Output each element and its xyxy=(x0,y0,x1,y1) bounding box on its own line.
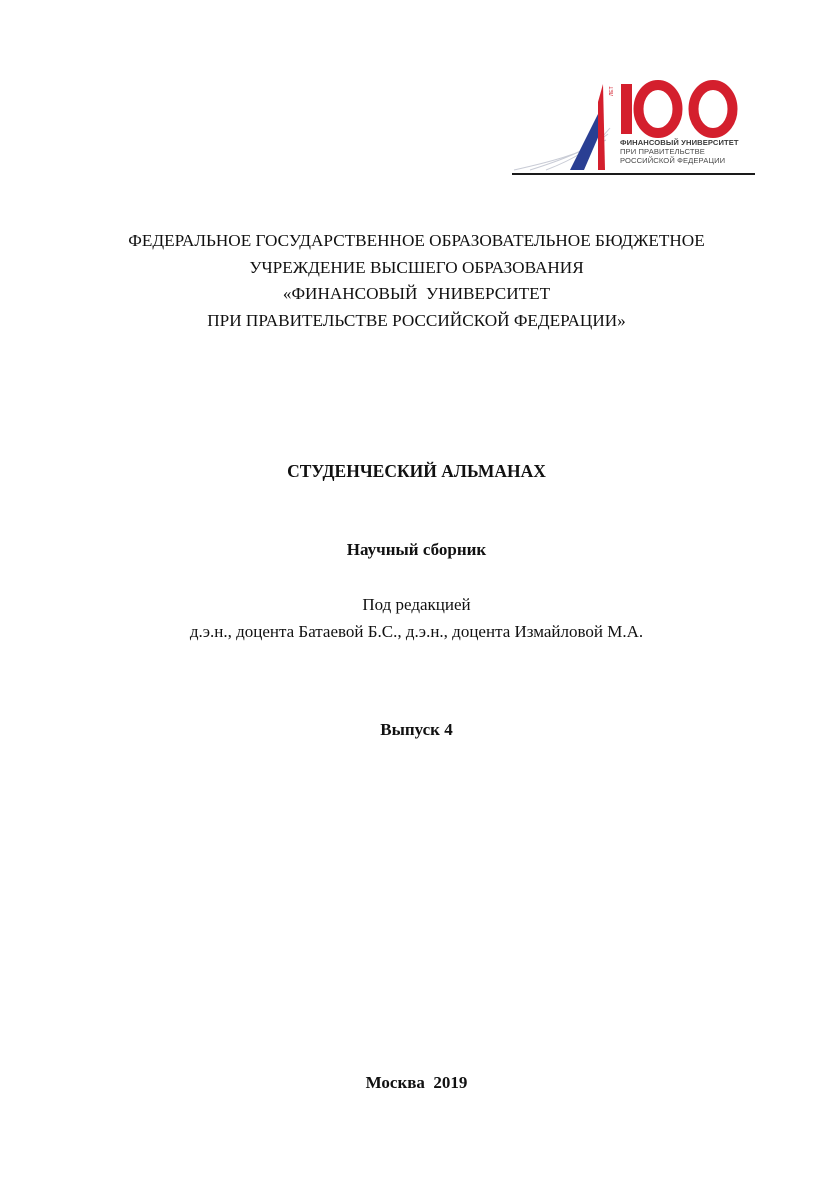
organization-line3: «ФИНАНСОВЫЙ УНИВЕРСИТЕТ xyxy=(282,284,551,303)
logo-caption xyxy=(620,138,760,166)
logo-caption-line3: РОССИЙСКОЙ ФЕДЕРАЦИИ xyxy=(620,156,726,166)
logo-caption-line2: ПРИ ПРАВИТЕЛЬСТВЕ xyxy=(620,147,705,157)
logo-underline xyxy=(512,173,755,175)
document-title: СТУДЕНЧЕСКИЙ АЛЬМАНАХ xyxy=(287,461,546,481)
organization-line1: ФЕДЕРАЛЬНОЕ ГОСУДАРСТВЕННОЕ ОБРАЗОВАТЕЛЬНОЕ БЮДЖЕТНОЕ xyxy=(128,231,705,250)
organization-line2: УЧРЕЖДЕНИЕ ВЫСШЕГО ОБРАЗОВАНИЯ xyxy=(249,257,584,277)
years-mark: ЛЕТ xyxy=(609,86,615,96)
editors-block xyxy=(0,591,833,645)
issue-number: Выпуск 4 xyxy=(380,720,453,739)
document-subtitle: Научный сборник xyxy=(346,540,487,559)
organization-line4: ПРИ ПРАВИТЕЛЬСТВЕ РОССИЙСКОЙ ФЕДЕРАЦИИ» xyxy=(207,310,626,330)
city-year: Москва 2019 xyxy=(365,1073,468,1092)
organization-name xyxy=(0,228,833,334)
editors-names: д.э.н., доцента Батаевой Б.С., д.э.н., доцента Измайловой М.А. xyxy=(189,622,644,641)
university-logo xyxy=(510,74,760,178)
editors-heading: Под редакцией xyxy=(362,595,471,614)
logo-caption-line1: ФИНАНСОВЫЙ УНИВЕРСИТЕТ xyxy=(620,138,739,147)
